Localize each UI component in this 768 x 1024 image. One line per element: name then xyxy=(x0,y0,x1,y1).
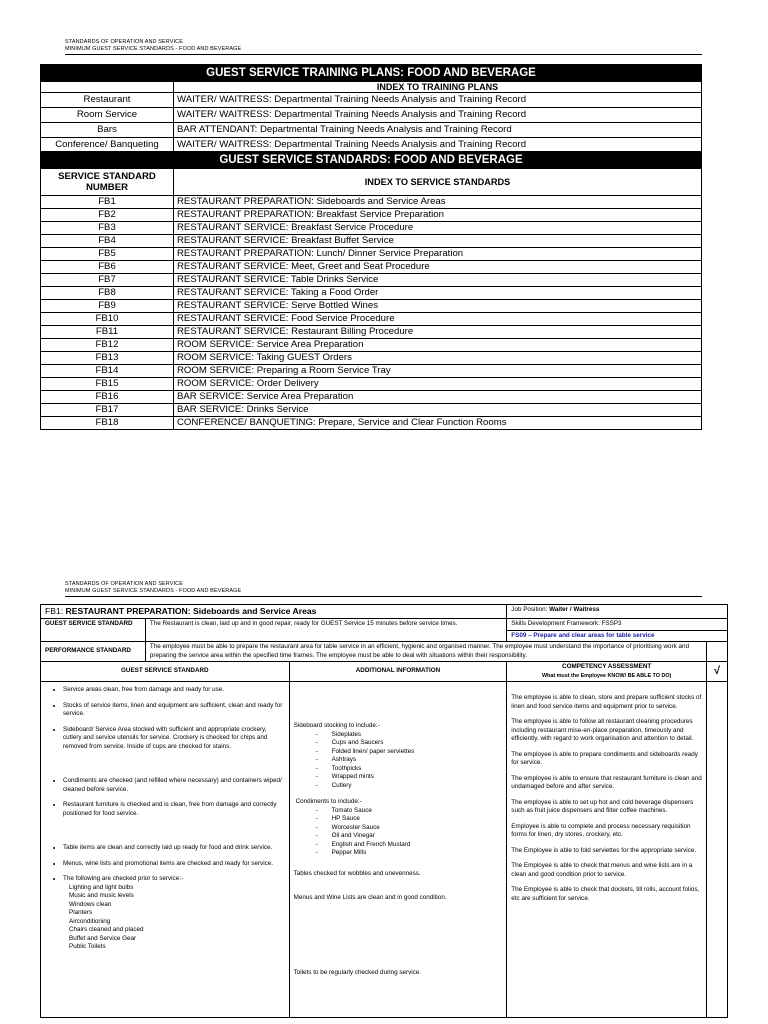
list-item: - Oil and Vinegar xyxy=(314,832,503,841)
sideboard-intro: Sideboard stocking to include:- xyxy=(293,722,380,729)
standard-row: FB2 RESTAURANT PREPARATION: Breakfast Service Preparation xyxy=(41,209,702,222)
index-table xyxy=(40,64,702,430)
standard-row: FB8 RESTAURANT SERVICE: Taking a Food Order xyxy=(41,287,702,300)
standard-row: FB3 RESTAURANT SERVICE: Breakfast Service Procedure xyxy=(41,222,702,235)
list-item: • Menus, wine lists and promotional items are checked and ready for service. xyxy=(63,860,285,869)
list-item: • Table items are clean and correctly laid up ready for food and drink service. xyxy=(63,844,285,853)
list-item: - Worcester Sauce xyxy=(314,824,503,833)
performance-standard-text: The employee must be able to prepare the restaurant area for table service in an efficient, hygienic and organised manner. The employee must understand the importance of prioritising work and preparing the service area within the specified time frames. The employee must be able to deal with situations within their responsibility. xyxy=(145,642,706,662)
list-item: - Folded linen/ paper serviettes xyxy=(314,748,503,757)
skills-framework: Skills Development Framework: FSSP3 xyxy=(507,619,728,631)
list-item: Chairs cleaned and placed xyxy=(69,926,144,933)
list-item: - Cutlery xyxy=(314,782,503,791)
checked-items-list xyxy=(69,884,285,952)
standard-row: FB14 ROOM SERVICE: Preparing a Room Service Tray xyxy=(41,365,702,378)
competency-item: The Employee is able to check that dockets, till rolls, account folios, etc are sufficient for service. xyxy=(511,886,700,902)
training-index-label: INDEX TO TRAINING PLANS xyxy=(174,82,702,93)
competency-item: Employee is able to complete and process necessary requisition forms for linen, dry stores, crockery, etc. xyxy=(511,822,691,838)
fb1-standard-table xyxy=(40,604,728,1018)
training-row: Restaurant WAITER/ WAITRESS: Departmental Training Needs Analysis and Training Record xyxy=(41,93,702,108)
condiments-list xyxy=(314,807,503,858)
standard-row: FB10 RESTAURANT SERVICE: Food Service Procedure xyxy=(41,313,702,326)
header-line-1: STANDARDS OF OPERATION AND SERVICE xyxy=(65,581,184,587)
standards-title: GUEST SERVICE STANDARDS: FOOD AND BEVERAGE xyxy=(41,152,702,169)
guest-service-standard-label: GUEST SERVICE STANDARD xyxy=(41,619,146,642)
standard-row: FB13 ROOM SERVICE: Taking GUEST Orders xyxy=(41,352,702,365)
header-rule xyxy=(65,596,702,597)
list-item: Windows clean xyxy=(69,900,112,908)
standard-row: FB16 BAR SERVICE: Service Area Preparation xyxy=(41,391,702,404)
list-item: • Condiments are checked (and refilled where necessary) and containers wiped/ cleaned before service. xyxy=(63,777,285,794)
list-item: • Service areas clean, free from damage and ready for use. xyxy=(63,686,285,695)
col-competency-assessment: COMPETENCY ASSESSMENT What must the Employee KNOW/ BE ABLE TO DO) xyxy=(507,662,707,682)
standard-row: FB15 ROOM SERVICE: Order Delivery xyxy=(41,378,702,391)
standard-row: FB12 ROOM SERVICE: Service Area Preparation xyxy=(41,339,702,352)
check-column: √ xyxy=(706,662,727,682)
training-title: GUEST SERVICE TRAINING PLANS: FOOD AND BEVERAGE xyxy=(41,65,702,82)
list-item: - Wrapped mints xyxy=(314,773,503,782)
fs-code: FS09 – Prepare and clear areas for table service xyxy=(507,630,728,642)
list-item: - Tomato Sauce xyxy=(314,807,503,816)
col-guest-service-standard: GUEST SERVICE STANDARD xyxy=(41,662,290,682)
standard-row: FB6 RESTAURANT SERVICE: Meet, Greet and Seat Procedure xyxy=(41,261,702,274)
header-rule xyxy=(65,54,702,55)
additional-info-cell xyxy=(289,682,507,1018)
list-item: - HP Sauce xyxy=(314,815,503,824)
gss-items-cell xyxy=(41,682,290,1018)
list-item: • Sideboard/ Service Area stocked with sufficient and appropriate crockery, cutlery and service utensils for service. Crockery is checked for chips and removed from service. Inside of cups are checked for stains. xyxy=(63,726,285,752)
list-item: - Sideplates xyxy=(314,731,503,740)
fb1-title: FB1: RESTAURANT PREPARATION: Sideboards and Service Areas xyxy=(41,605,507,619)
condiments-intro: Condiments to include:- xyxy=(295,798,362,805)
standard-row: FB9 RESTAURANT SERVICE: Serve Bottled Wines xyxy=(41,300,702,313)
header-line-2: MINIMUM GUEST SERVICE STANDARDS - FOOD AND BEVERAGE xyxy=(65,588,242,594)
page-header-1 xyxy=(65,39,241,53)
header-line-2: MINIMUM GUEST SERVICE STANDARDS - FOOD AND BEVERAGE xyxy=(65,46,242,52)
standard-row: FB4 RESTAURANT SERVICE: Breakfast Buffet Service xyxy=(41,235,702,248)
col-additional-information: ADDITIONAL INFORMATION xyxy=(289,662,507,682)
standard-row: FB5 RESTAURANT PREPARATION: Lunch/ Dinner Service Preparation xyxy=(41,248,702,261)
service-standard-number-label: SERVICE STANDARD NUMBER xyxy=(41,169,174,196)
competency-item: The Employee is able to check that menus and wine lists are in a clean and good condition prior to service. xyxy=(511,862,693,878)
competency-item: The employee is able to clean, store and prepare sufficient stocks of linen and food service items and equipment prior to service. xyxy=(511,694,702,710)
info-menus: Menus and Wine Lists are clean and in good condition. xyxy=(293,894,447,901)
list-item: - Pepper Mills xyxy=(314,849,503,858)
standard-row: FB18 CONFERENCE/ BANQUETING: Prepare, Service and Clear Function Rooms xyxy=(41,417,702,430)
list-item: Lighting and light bulbs xyxy=(69,883,134,891)
list-item: - Toothpicks xyxy=(314,765,503,774)
standard-row: FB17 BAR SERVICE: Drinks Service xyxy=(41,404,702,417)
list-item: • The following are checked prior to service:- xyxy=(63,875,285,884)
competency-item: The employee is able to ensure that restaurant furniture is clean and undamaged before and after service. xyxy=(511,774,702,790)
sideboard-list xyxy=(314,731,503,791)
list-item: Buffet and Service Gear xyxy=(69,934,137,942)
gss-list xyxy=(45,686,285,884)
training-row: Bars BAR ATTENDANT: Departmental Training Needs Analysis and Training Record xyxy=(41,123,702,138)
training-row: Room Service WAITER/ WAITRESS: Departmental Training Needs Analysis and Training Record xyxy=(41,108,702,123)
service-standards-index-label: INDEX TO SERVICE STANDARDS xyxy=(174,169,702,196)
job-position: Job Position: Waiter / Waitress xyxy=(507,605,728,619)
info-tables: Tables checked for wobbles and unevenness. xyxy=(293,869,421,877)
list-item: • Stocks of service items, linen and equipment are sufficient, clean and ready for service. xyxy=(63,702,285,719)
list-item: - English and French Mustard xyxy=(314,841,503,850)
standard-row: FB11 RESTAURANT SERVICE: Restaurant Billing Procedure xyxy=(41,326,702,339)
training-row: Conference/ Banqueting WAITER/ WAITRESS: Departmental Training Needs Analysis and Training Record xyxy=(41,138,702,152)
list-item: • Restaurant furniture is checked and is clean, free from damage and correctly positioned for food service. xyxy=(63,801,285,818)
page-header-2 xyxy=(65,581,241,595)
list-item: - Cups and Saucers xyxy=(314,739,503,748)
list-item: Planters xyxy=(69,909,93,916)
list-item: - Ashtrays xyxy=(314,756,503,765)
list-item: Music and music levels xyxy=(69,892,134,899)
competency-item: The employee is able to prepare condiments and sideboards ready for service. xyxy=(511,750,698,766)
standard-row: FB1 RESTAURANT PREPARATION: Sideboards and Service Areas xyxy=(41,196,702,209)
header-line-1: STANDARDS OF OPERATION AND SERVICE xyxy=(65,39,184,45)
performance-standard-label: PERFORMANCE STANDARD xyxy=(41,642,146,662)
standard-row: FB7 RESTAURANT SERVICE: Table Drinks Service xyxy=(41,274,702,287)
list-item: Airconditioning xyxy=(69,917,111,925)
list-item: Public Toilets xyxy=(69,943,106,950)
competency-item: The employee is able to set up hot and cold beverage dispensers such as fruit juice dispensers and filter coffee machines. xyxy=(511,798,694,814)
competency-item: The employee is able to follow all restaurant cleaning procedures including restaurant mise-en-place preparation, timeously and efficiently, with regard to work organisation and attention to detail. xyxy=(511,718,694,742)
competency-item: The Employee is able to fold serviettes for the appropriate service. xyxy=(511,846,697,854)
competency-cell xyxy=(507,682,707,1018)
info-toilets: Toilets to be regularly checked during service. xyxy=(293,968,422,976)
guest-service-standard-text: The Restaurant is clean, laid up and in good repair, ready for GUEST Service 15 minutes before service times. xyxy=(145,619,506,642)
